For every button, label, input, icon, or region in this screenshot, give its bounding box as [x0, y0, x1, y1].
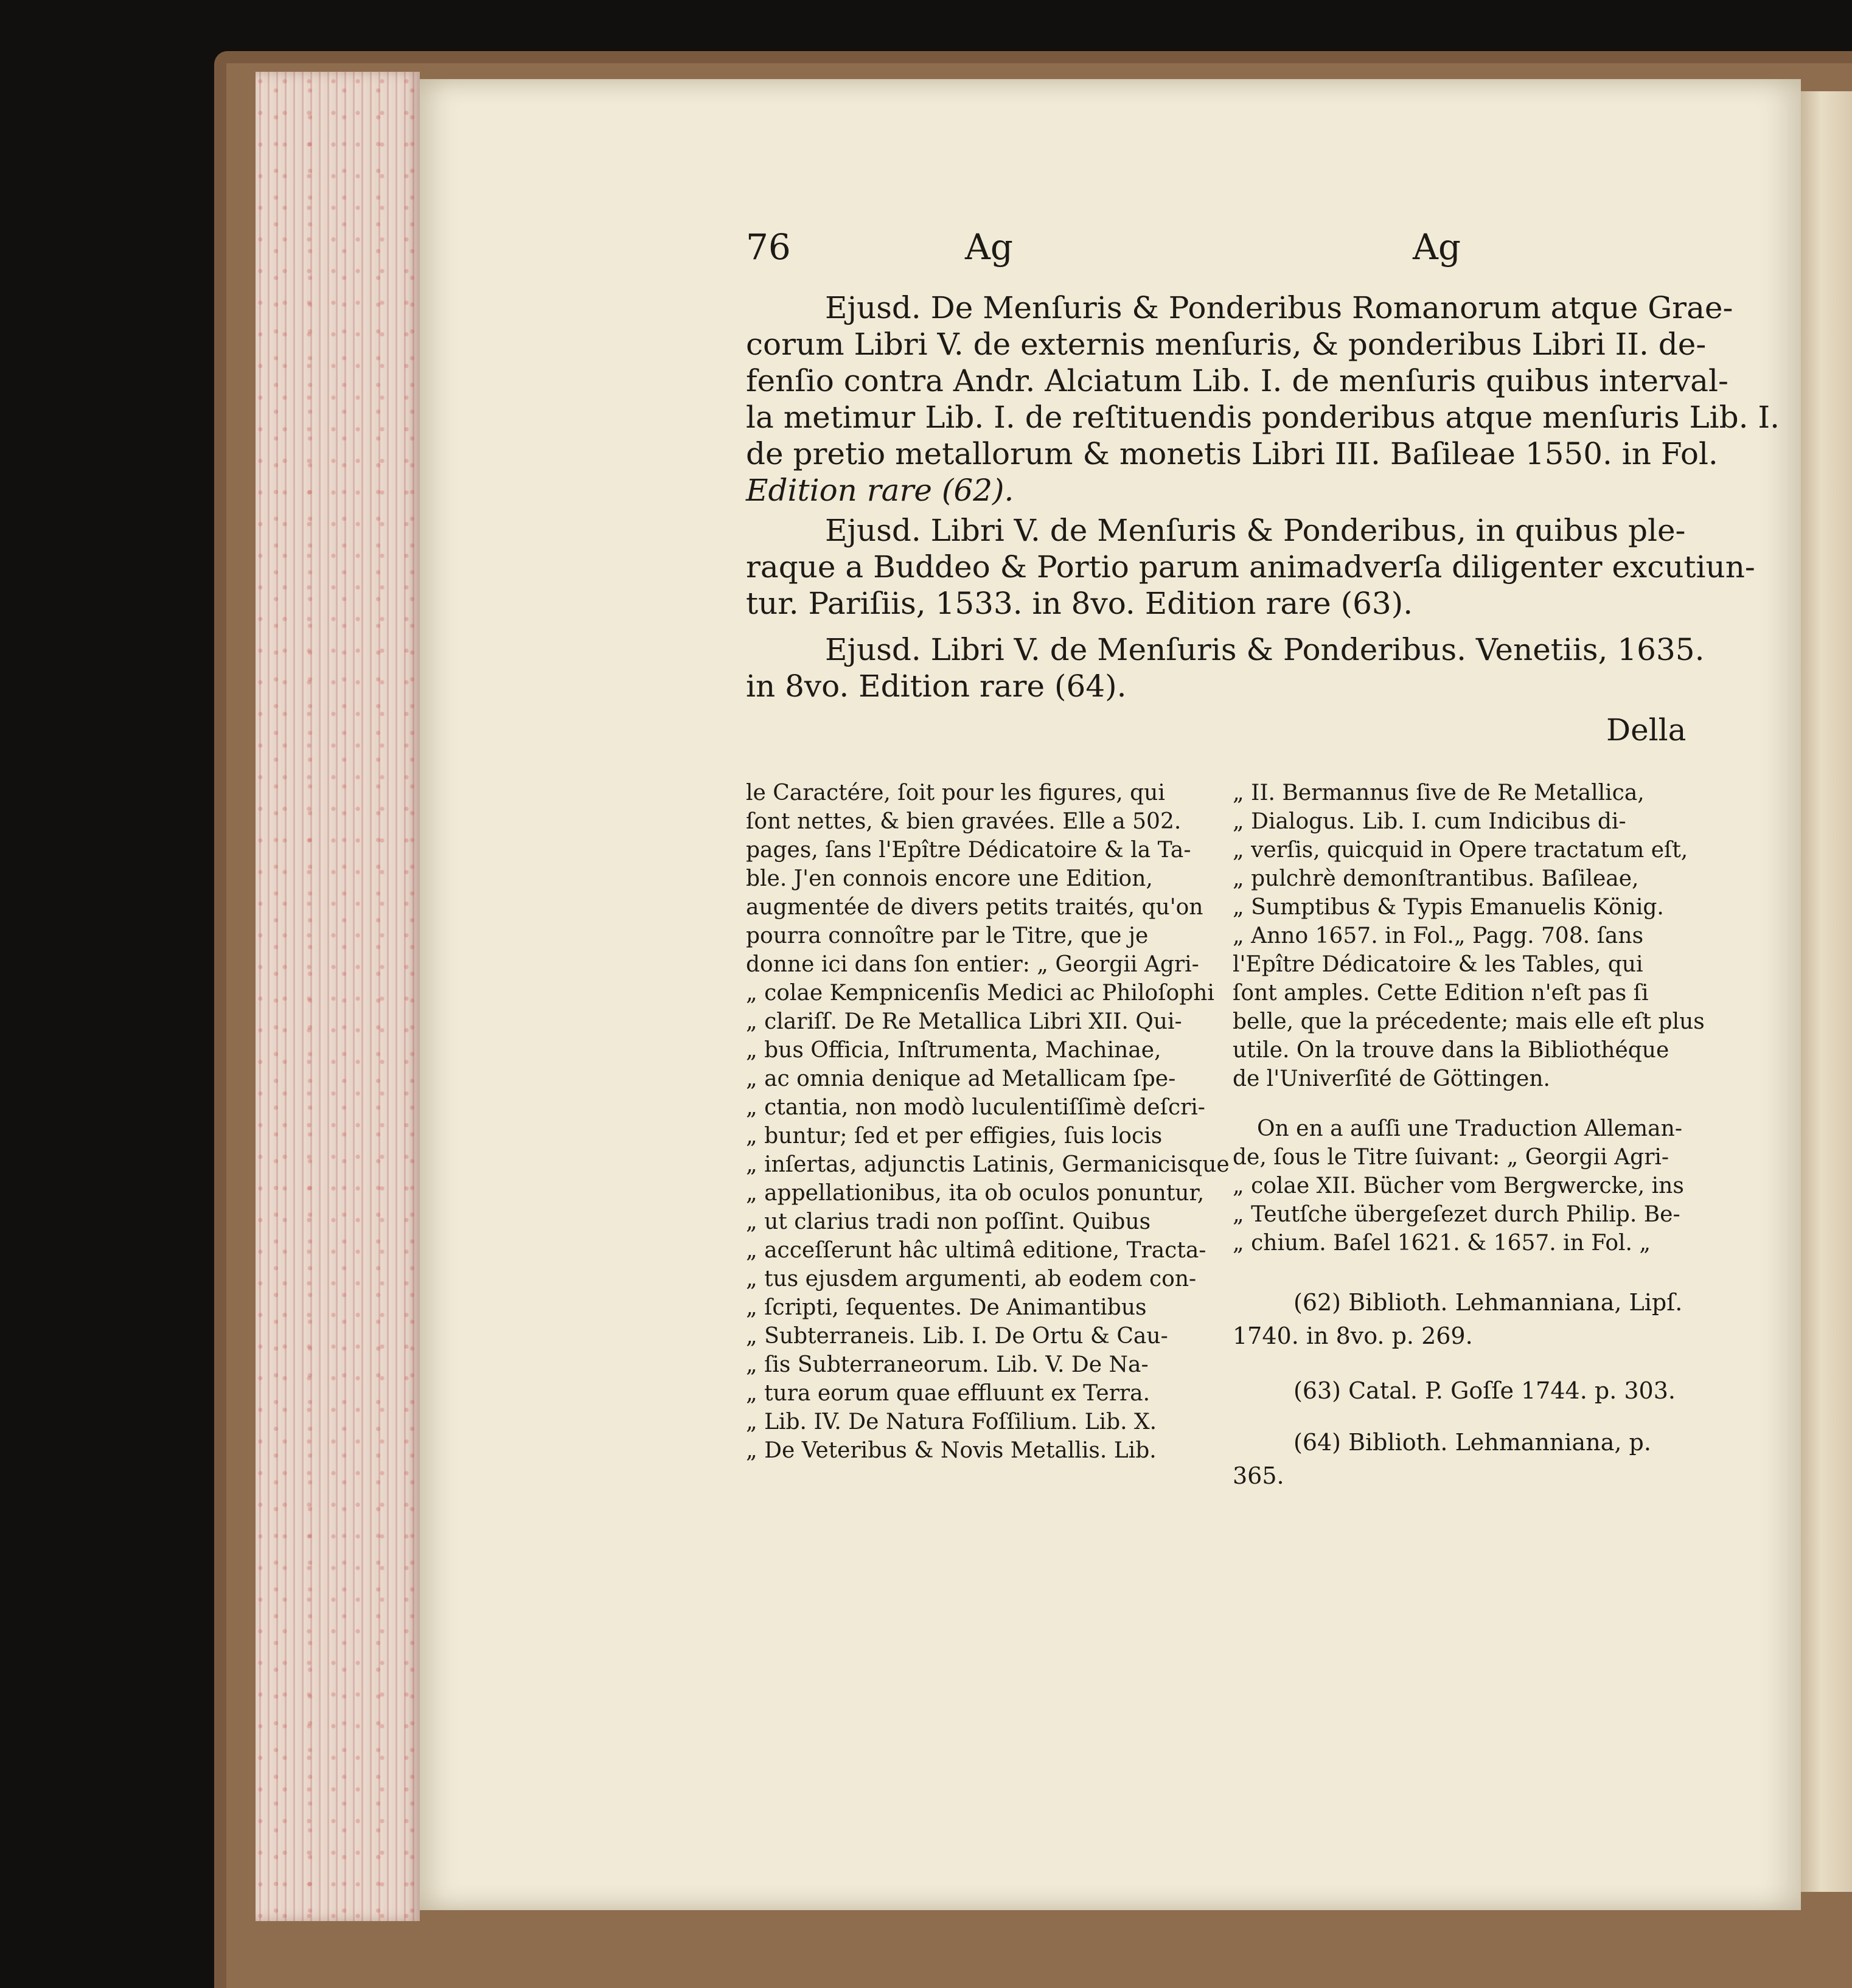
- main-line: la metimur Lib. I. de reſtituendis ponderibus atque menſuris Lib. I.: [746, 400, 1780, 435]
- footnote-line: (64) Biblioth. Lehmanniana, p.: [1293, 1429, 1651, 1456]
- column-line: „ colae XII. Bücher vom Bergwercke, ins: [1233, 1173, 1684, 1198]
- column-line: le Caractére, ſoit pour les figures, qui: [746, 780, 1165, 805]
- main-line: fenſio contra Andr. Alciatum Lib. I. de menſuris quibus interval-: [746, 363, 1728, 398]
- column-line: „ colae Kempnicenſis Medici ac Philoſophi: [746, 981, 1214, 1006]
- main-line: Ejusd. Libri V. de Menſuris & Ponderibus, in quibus ple-: [825, 513, 1686, 548]
- column-line: „ tus ejusdem argumenti, ab eodem con-: [746, 1267, 1197, 1291]
- column-line: pages, ſans l'Epître Dédicatoire & la Ta-: [746, 838, 1191, 863]
- footnote-line: (62) Biblioth. Lehmanniana, Lipſ.: [1293, 1289, 1683, 1316]
- column-line: „ pulchrè demonſtrantibus. Baſileae,: [1233, 866, 1639, 891]
- column-line: ble. J'en connois encore une Edition,: [746, 866, 1153, 891]
- column-line: „ Anno 1657. in Fol.„ Pagg. 708. ſans: [1233, 923, 1644, 948]
- column-line: „ De Veteribus & Novis Metallis. Lib.: [746, 1438, 1157, 1463]
- main-line: Edition rare (62).: [746, 473, 1014, 508]
- column-line: „ buntur; ſed et per effigies, ſuis locis: [746, 1124, 1163, 1149]
- column-line: „ ſis Subterraneorum. Lib. V. De Na-: [746, 1352, 1149, 1377]
- column-line: „ acceſſerunt hâc ultimâ editione, Tracta-: [746, 1238, 1206, 1263]
- column-line: On en a auſſi une Traduction Alleman-: [1257, 1116, 1682, 1141]
- column-line: „ clariſſ. De Re Metallica Libri XII. Qui-: [746, 1009, 1182, 1034]
- facing-page-edge: [1801, 91, 1852, 1892]
- page-edges: [256, 72, 420, 1921]
- column-line: „ Lib. IV. De Natura Foſſilium. Lib. X.: [746, 1409, 1157, 1434]
- column-line: „ Sumptibus & Typis Emanuelis König.: [1233, 895, 1664, 920]
- main-line: Ejusd. Libri V. de Menſuris & Ponderibus. Venetiis, 1635.: [825, 632, 1705, 667]
- book-page: [420, 79, 1801, 1910]
- main-line: in 8vo. Edition rare (64).: [746, 669, 1127, 704]
- column-line: augmentée de divers petits traités, qu'on: [746, 895, 1203, 920]
- column-line: „ chium. Baſel 1621. & 1657. in Fol. „: [1233, 1231, 1651, 1256]
- main-line: tur. Pariſiis, 1533. in 8vo. Edition rare (63).: [746, 586, 1413, 621]
- footnote-line: 1740. in 8vo. p. 269.: [1233, 1322, 1473, 1349]
- column-line: „ ſcripti, ſequentes. De Animantibus: [746, 1295, 1147, 1320]
- running-head-left: Ag: [965, 226, 1014, 268]
- column-line: de, ſous le Titre ſuivant: „ Georgii Agri-: [1233, 1145, 1669, 1170]
- column-line: „ Dialogus. Lib. I. cum Indicibus di-: [1233, 809, 1626, 834]
- column-line: „ ctantia, non modò luculentiſſimè deſcri-: [746, 1095, 1205, 1120]
- column-line: „ ut clarius tradi non poſſint. Quibus: [746, 1209, 1151, 1234]
- column-line: donne ici dans ſon entier: „ Georgii Agri-: [746, 952, 1199, 977]
- running-head-right: Ag: [1413, 226, 1461, 268]
- page-number: 76: [746, 226, 791, 268]
- main-line: de pretio metallorum & monetis Libri III. Baſileae 1550. in Fol.: [746, 436, 1718, 471]
- column-line: pourra connoître par le Titre, que je: [746, 923, 1149, 948]
- column-line: „ Teutſche übergeſezet durch Philip. Be-: [1233, 1202, 1680, 1227]
- column-line: „ ac omnia denique ad Metallicam ſpe-: [746, 1066, 1176, 1091]
- column-line: „ Subterraneis. Lib. I. De Ortu & Cau-: [746, 1324, 1168, 1349]
- main-line: raque a Buddeo & Portio parum animadverſa diligenter excutiun-: [746, 549, 1755, 585]
- main-line: Ejusd. De Menſuris & Ponderibus Romanorum atque Grae-: [825, 290, 1733, 325]
- column-line: belle, que la précedente; mais elle eſt plus: [1233, 1009, 1705, 1034]
- column-line: ſont nettes, & bien gravées. Elle a 502.: [746, 809, 1182, 834]
- column-line: „ inſertas, adjunctis Latinis, Germanicisque: [746, 1152, 1230, 1177]
- column-line: ſont amples. Cette Edition n'eſt pas ſi: [1233, 981, 1649, 1006]
- column-line: „ verſis, quicquid in Opere tractatum eſt,: [1233, 838, 1688, 863]
- column-line: „ tura eorum quae effluunt ex Terra.: [746, 1381, 1151, 1406]
- main-line: corum Libri V. de externis menſuris, & ponderibus Libri II. de-: [746, 327, 1707, 362]
- column-line: de l'Univerſité de Göttingen.: [1233, 1066, 1550, 1091]
- footnote-line: 365.: [1233, 1462, 1284, 1489]
- column-line: „ appellationibus, ita ob oculos ponuntur,: [746, 1181, 1205, 1206]
- column-line: utile. On la trouve dans la Bibliothéque: [1233, 1038, 1669, 1063]
- column-line: „ II. Bermannus ſive de Re Metallica,: [1233, 780, 1645, 805]
- catchword: Della: [1606, 712, 1687, 748]
- column-line: „ bus Officia, Inſtrumenta, Machinae,: [746, 1038, 1161, 1063]
- footnote-line: (63) Catal. P. Goſſe 1744. p. 303.: [1293, 1377, 1676, 1404]
- column-line: l'Epître Dédicatoire & les Tables, qui: [1233, 952, 1643, 977]
